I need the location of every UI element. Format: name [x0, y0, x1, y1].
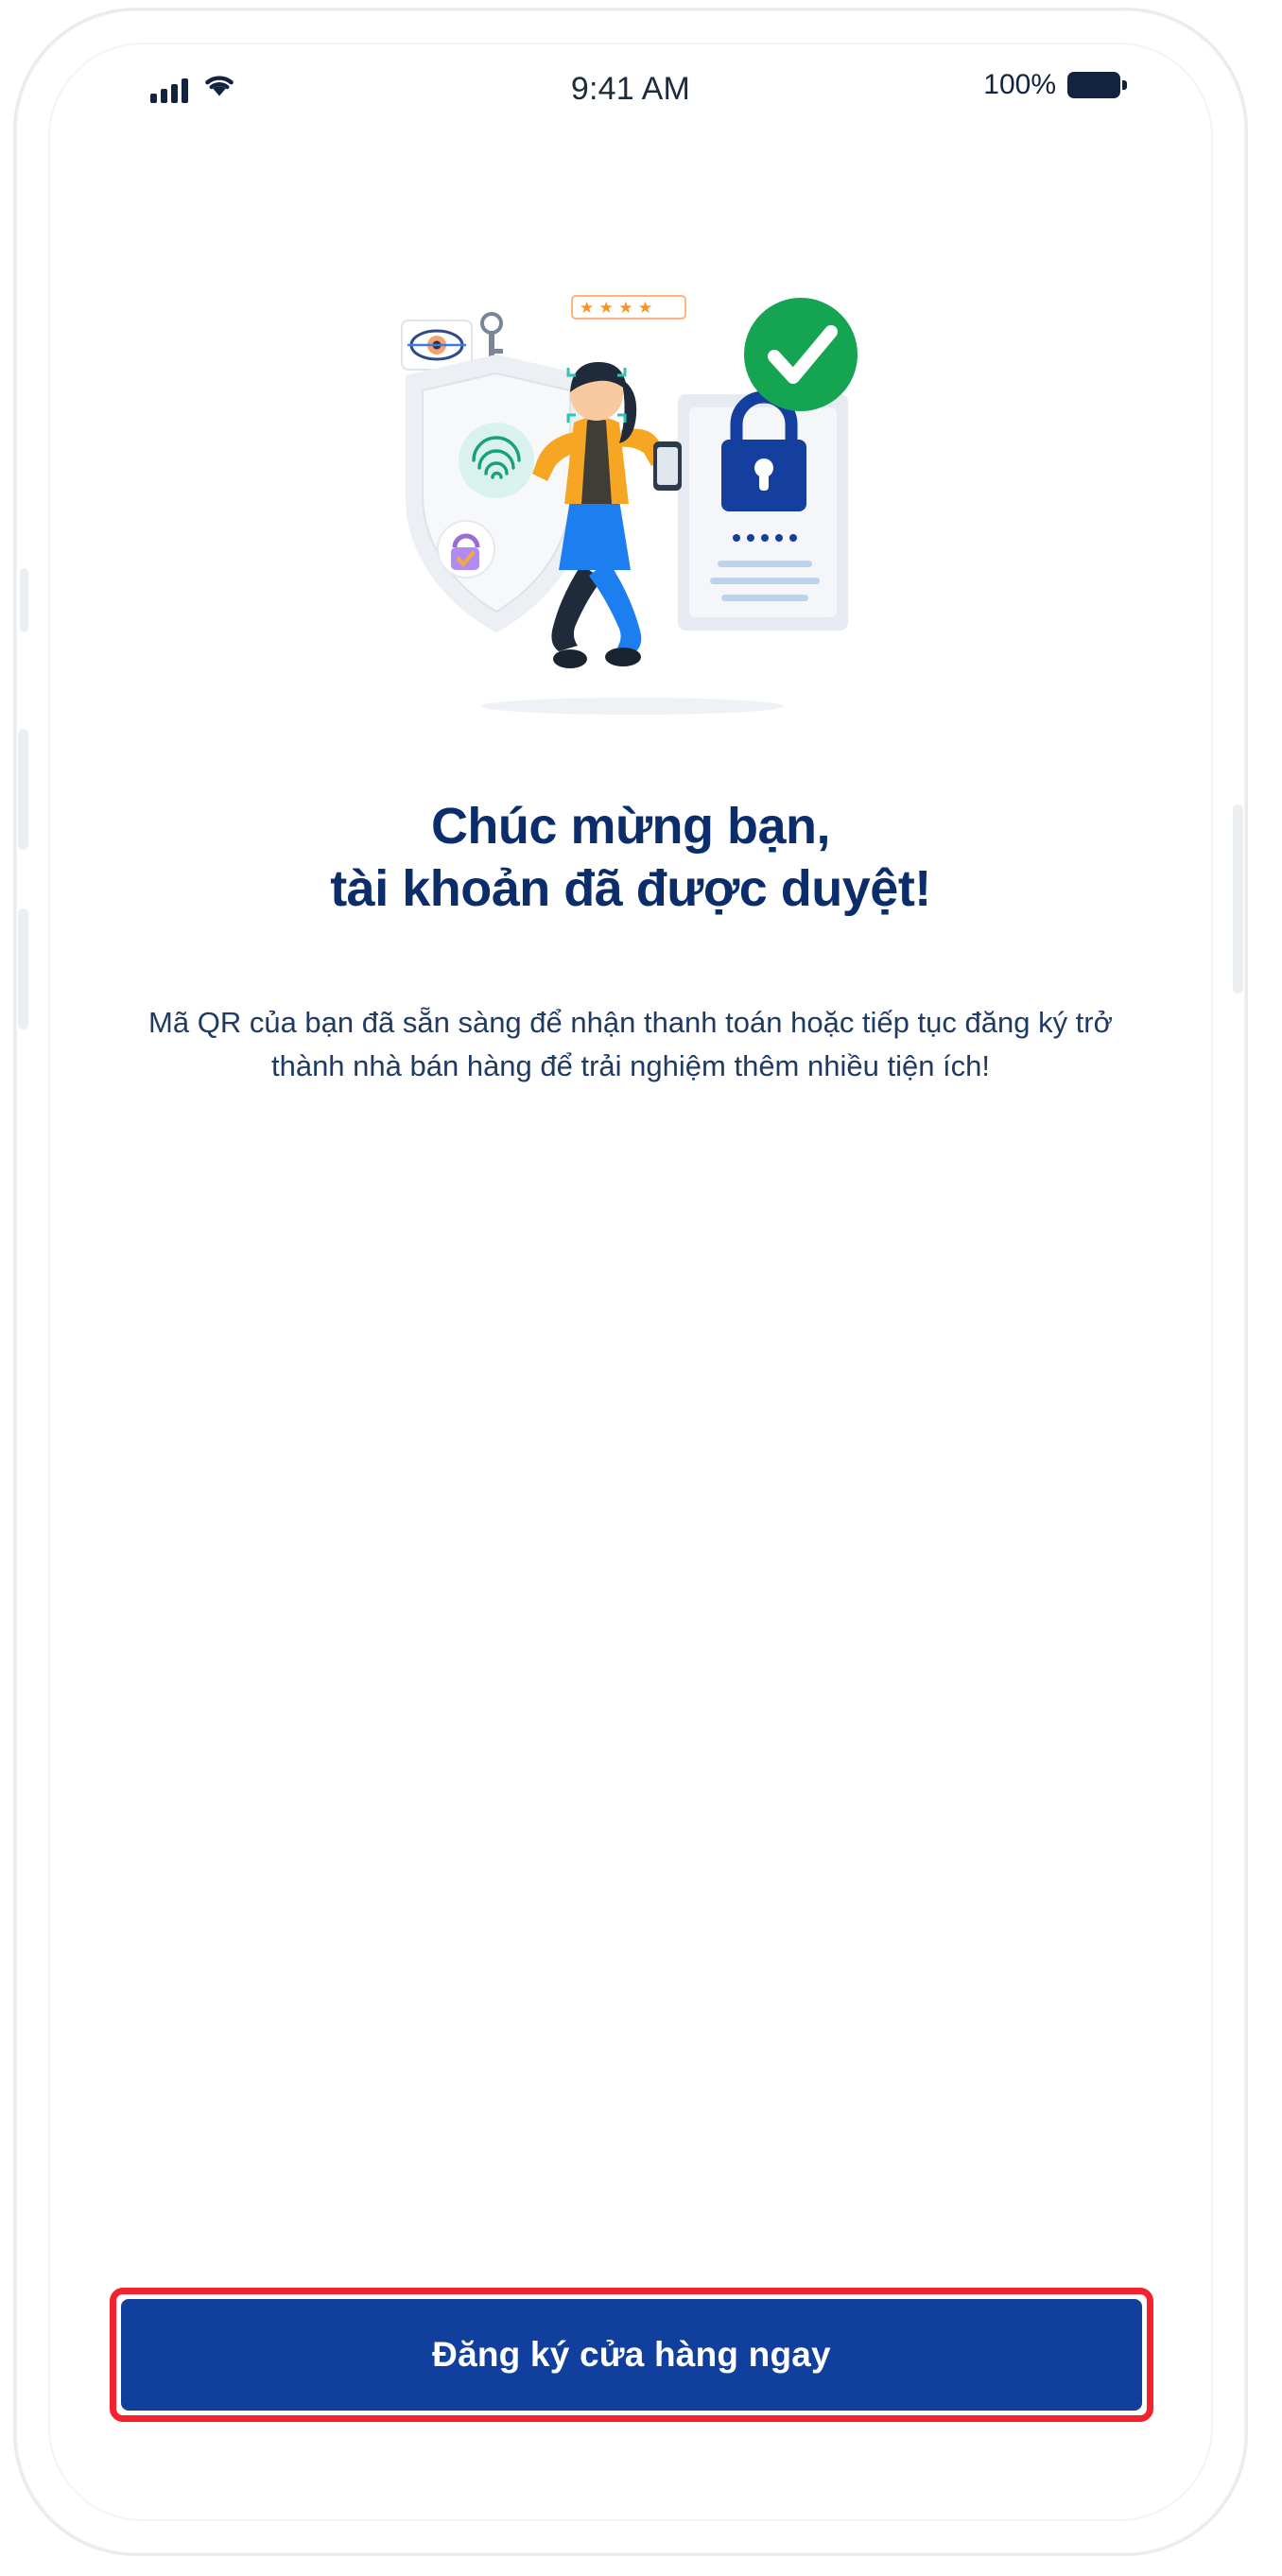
headline-line-1: Chúc mừng bạn, — [430, 798, 831, 855]
headline-line-2: tài khoản đã được duyệt! — [330, 859, 931, 917]
body-text: Mã QR của bạn đã sẵn sàng để nhận thanh toán hoặc tiếp tục đăng ký trở thành nhà bán hàng để trải nghiệm thêm nhiều tiện ích! — [148, 1006, 1113, 1082]
register-store-button[interactable]: Đăng ký cửa hàng ngay — [121, 2299, 1142, 2411]
padlock-safe-icon — [678, 394, 848, 631]
unlock-badge-icon — [438, 521, 494, 578]
green-check-circle-icon — [744, 298, 858, 411]
battery-percent-label: 100% — [983, 69, 1056, 100]
shield-with-fingerprint-icon — [406, 354, 587, 632]
volume-down-button[interactable] — [18, 908, 28, 1029]
account-security-approved-illustration — [385, 281, 876, 725]
page-title — [135, 796, 1126, 921]
phone-frame — [13, 8, 1248, 2556]
status-bar-right — [983, 69, 1120, 101]
svg-text:★ ★ ★ ★: ★ ★ ★ ★ — [580, 299, 653, 318]
volume-up-button[interactable] — [18, 729, 28, 850]
status-bar — [50, 44, 1211, 135]
power-button[interactable] — [1233, 804, 1243, 994]
battery-full-icon — [1067, 72, 1120, 98]
mute-switch-button[interactable] — [20, 568, 28, 632]
phone-screen — [48, 43, 1213, 2521]
star-rating-icon — [572, 296, 685, 319]
status-bar-time: 9:41 AM — [570, 71, 691, 107]
eye-scan-icon — [402, 320, 472, 370]
